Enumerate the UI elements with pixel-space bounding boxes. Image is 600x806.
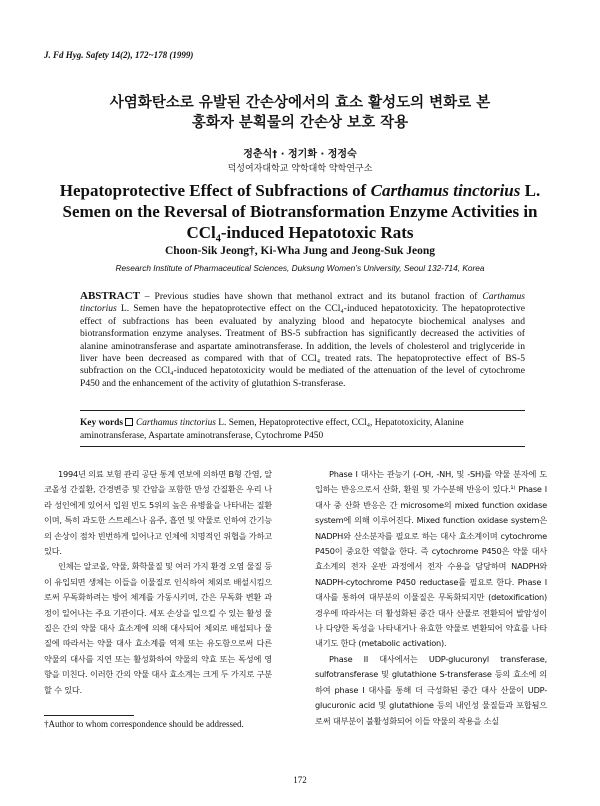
korean-title-line-2: 홍화자 분획물의 간손상 보호 작용 xyxy=(191,115,409,131)
english-affiliation: Research Institute of Pharmaceutical Sciences, Duksung Women’s University, Seoul 132-714, Korea xyxy=(115,263,485,273)
footnote-rule xyxy=(44,715,134,716)
page-number: 172 xyxy=(293,775,307,785)
korean-affiliation: 덕성여자대학교 약학대학 약학연구소 xyxy=(227,164,373,174)
keywords-species: Carthamus tinctorius xyxy=(135,418,216,428)
body-paragraph: 인체는 알코올, 약물, 화학물질 및 여러 가지 환경 오염 물질 등이 유입되면 생체는 이들을 이물질로 인식하여 체외로 배설시킴으로써 무독화하려는 방어 체계를 가동시키며, 간은 무독화 변환 과정이 일어나는 주요 기관이다. 세포 손상을 일으킬 수 있는 활성 물질은 간의 약물 대사 효소계에 의해 대사되어 체외로 배설되나 물질에 따라서는 약물 대사 효소계를 역제 또는 유도함으로써 다른 약물의 대사를 지연 또는 활성화하여 약물의 약효 또는 독성에 영향을 미친다. 이러한 간의 약물 대사 효소계는 크게 두 가지로 구분할 수 있다. xyxy=(44,561,272,695)
abstract-label: ABSTRACT xyxy=(80,290,140,302)
english-title-line-1 xyxy=(0,180,600,201)
abstract xyxy=(80,290,525,390)
korean-authors: 정춘식† · 정기화 · 정정숙 xyxy=(243,149,357,160)
keywords-bottom-rule xyxy=(80,446,525,447)
english-title-line-2: Semen on the Reversal of Biotransformation Enzyme Activities in xyxy=(62,202,538,221)
abstract-species: Carthamus tinctorius xyxy=(80,291,525,315)
keywords-top-rule xyxy=(80,410,525,411)
journal-reference: J. Fd Hyg. Safety 14(2), 172~178 (1999) xyxy=(44,50,194,60)
body-right-column xyxy=(315,467,547,729)
body-paragraph: 1994년 의료 보험 관리 공단 통계 연보에 의하면 B형 간염, 알코올성 간질환, 간경변증 및 간암을 포함한 만성 간질환은 우리 나라 성인에게 있어서 입원 빈도 5위의 높은 유병율을 나타내는 질환이며, 특히 과도한 스트레스나 음주, 흡연 및 약물로 인하여 간기능의 손상이 점차 빈번하게 일어나고 인체에 치명적인 위협을 가하고 있다. xyxy=(44,469,272,557)
english-title-line-1-pre: Hepatoprotective Effect of Subfractions of xyxy=(59,181,371,200)
abstract-text-1: – Previous studies have shown that methanol extract and its butanol fraction of xyxy=(139,291,483,302)
checkbox-square-icon xyxy=(125,418,133,426)
english-title-line-1-post: L. xyxy=(520,181,541,200)
keywords xyxy=(80,417,525,443)
footnote: †Author to whom correspondence should be addressed. xyxy=(44,719,244,729)
english-title-line-3: CCl₄-induced Hepatotoxic Rats xyxy=(186,223,414,242)
english-authors: Choon-Sik Jeong†, Ki-Wha Jung and Jeong-Suk Jeong xyxy=(164,245,435,257)
korean-title-line-1: 사염화탄소로 유발된 간손상에서의 효소 활성도의 변화로 본 xyxy=(109,95,491,111)
abstract-text-2: L. Semen have the hepatoprotective effect on the CCl₄-induced hepatotoxicity. The hepatoprotective effect of subfractions has been evaluated by analyzing blood and hepatocyte biochemical analyses and biotransformation enzyme analyses. Treatment of BS-5 subfraction has significantly decreased the activities of alanine aminotransferase and aspartate aminotransferase. In addition, the levels of cholesterol and triglyceride in liver have been decreased as compared with that of CCl₄ treated rats. The hepatoprotective effect of BS-5 subfraction on the CCl₄-induced hepatotoxicity would be mediated of the attenuation of the level of cytochrome P450 and the enhancement of the activity of glutathion S-transferase. xyxy=(80,303,525,389)
english-title-species: Carthamus tinctorius xyxy=(370,181,521,200)
keywords-label: Key words xyxy=(80,418,123,428)
body-paragraph: Phase II 대사에서는 UDP-glucuronyl transferase, sulfotransferase 및 glutathione S-transferase 등의 효소에 의하여 phase I 대사를 통해 더 극성화된 중간 대사 산물이 UDP-glucuronic acid 및 glutathione 등의 내인성 물질들과 포합됨으로써 대부분이 불활성화되어 이들 약물의 작용을 소실 xyxy=(315,653,547,726)
body-paragraph: Phase I 대사는 관능기 (-OH, -NH, 및 -SH)를 약물 분자에 도입하는 반응으로서 산화, 환원 및 가수분해 반응이 있다.¹⁾ Phase I 대사 중 산화 반응은 간 microsome의 mixed function oxidase system에 의해 이루어진다. Mixed function oxidase system은 NADPH와 산소분자를 필요로 하는 대사 효소계이며 cytochrome P450이 중요한 역할을 한다. 즉 cytochrome P450은 약물 대사 효소계의 전자 운반 과정에서 전자 수용을 담당하며 NADPH와 NADPH-cytochrome P450 reductase를 필요로 한다. Phase I 대사를 통하여 대부분의 이물질은 무독화되지만 (detoxification) 경우에 따라서는 더 활성화된 중간 대사 산물로 전환되어 발암성이나 다양한 독성을 나타내거나 유효한 약물로 변환되어 약효를 나타내기도 한다 (metabolic activation). xyxy=(315,469,547,649)
body-left-column xyxy=(44,467,272,698)
keywords-text: L. Semen, Hepatoprotective effect, CCl₄, Hepatotoxicity, Alanine aminotransferase, Aspartate aminotransferase, Cytochrome P450 xyxy=(80,418,464,441)
